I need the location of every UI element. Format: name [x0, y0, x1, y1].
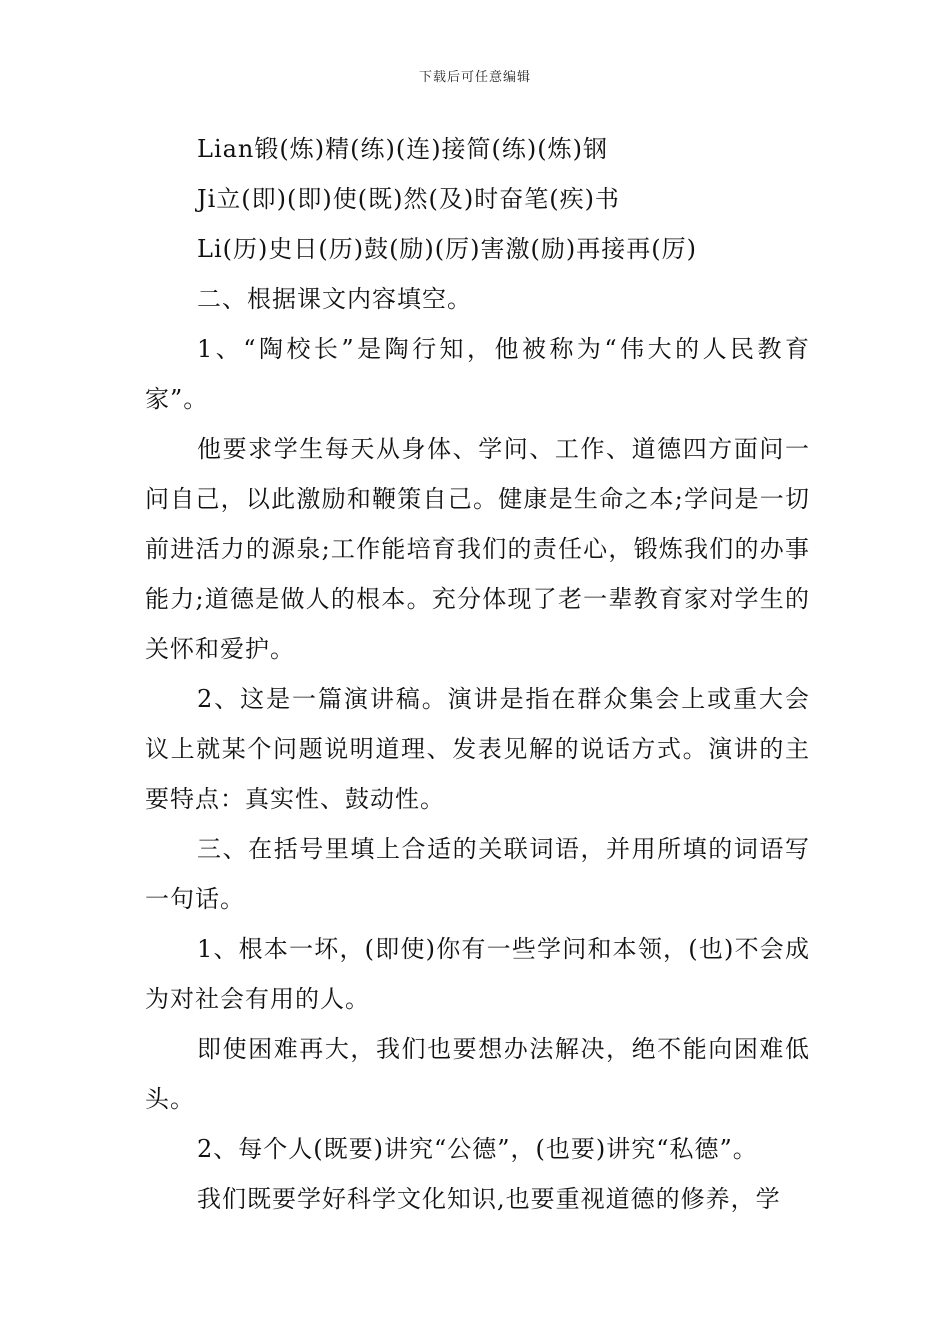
section-heading-3: 三、在括号里填上合适的关联词语，并用所填的词语写一句话。 — [145, 835, 810, 913]
pinyin-line-ji: Ji立(即)(即)使(既)然(及)时奋笔(疾)书 — [197, 185, 620, 213]
pinyin-line-li: Li(历)史日(历)鼓(励)(厉)害激(励)再接再(厉) — [197, 235, 697, 263]
paragraph: 2、每个人(既要)讲究“公德”，(也要)讲究“私德”。 — [197, 1135, 758, 1163]
paragraph: 即使困难再大，我们也要想办法解决，绝不能向困难低头。 — [145, 1035, 810, 1113]
paragraph: 他要求学生每天从身体、学问、工作、道德四方面问一问自己，以此激励和鞭策自己。健康是生命之本;学问是一切前进活力的源泉;工作能培育我们的责任心，锻炼我们的办事能力;道德是做人的根本。充分体现了老一辈教育家对学生的关怀和爱护。 — [145, 435, 810, 663]
paragraph: 我们既要学好科学文化知识,也要重视道德的修养，学 — [197, 1185, 781, 1213]
paragraph: 1、根本一坏，(即使)你有一些学问和本领，(也)不会成为对社会有用的人。 — [145, 935, 810, 1013]
document-body — [145, 124, 810, 1224]
page-header: 下载后可任意编辑 — [418, 70, 531, 85]
section-heading-2: 二、根据课文内容填空。 — [197, 285, 472, 313]
paragraph: 1、“陶校长”是陶行知，他被称为“伟大的人民教育家”。 — [145, 335, 810, 413]
pinyin-line-lian: Lian锻(炼)精(练)(连)接简(练)(炼)钢 — [197, 135, 609, 163]
paragraph: 2、这是一篇演讲稿。演讲是指在群众集会上或重大会议上就某个问题说明道理、发表见解的说话方式。演讲的主要特点：真实性、鼓动性。 — [145, 685, 810, 813]
